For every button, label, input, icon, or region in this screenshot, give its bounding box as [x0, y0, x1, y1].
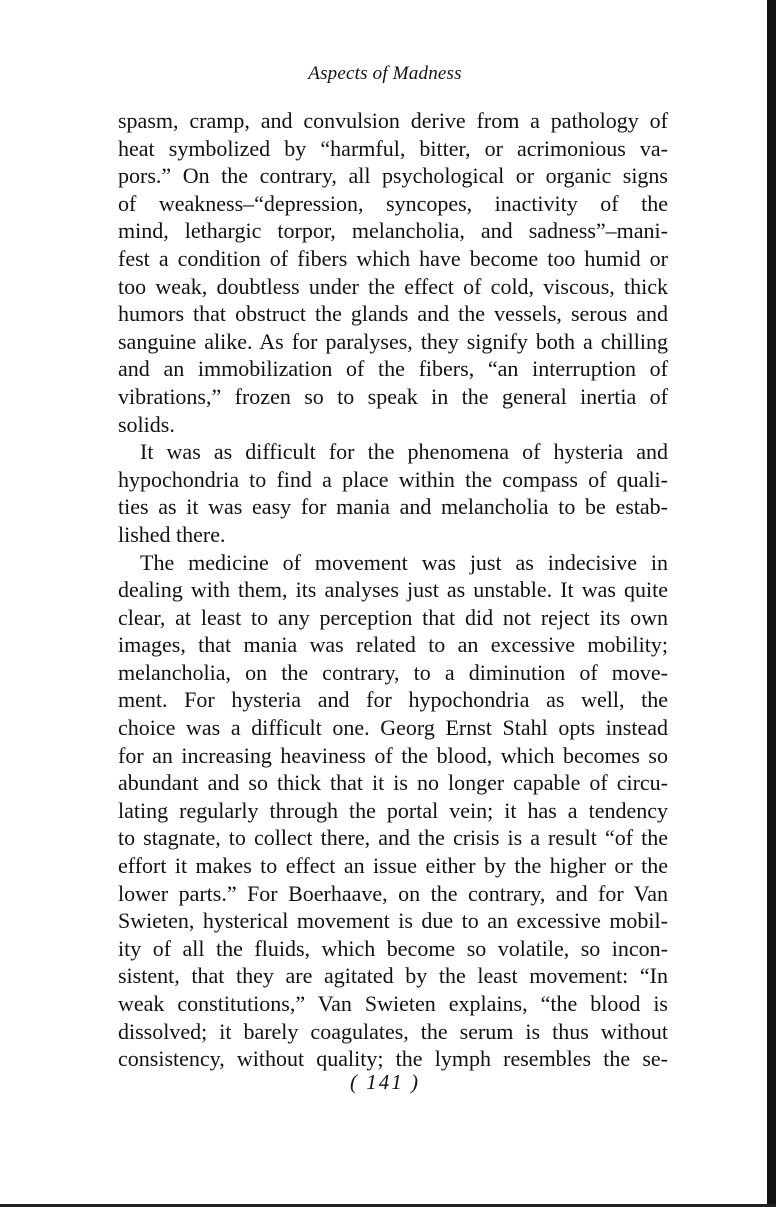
text-line: ment. For hysteria and for hypochondria as well, the — [118, 687, 668, 713]
text-line: choice was a difficult one. Georg Ernst Stahl opts instead — [118, 715, 668, 741]
text-line: consistency, without quality; the lymph resembles the se- — [118, 1046, 668, 1072]
body-text — [118, 107, 668, 1073]
text-line: to stagnate, to collect there, and the crisis is a result “of the — [118, 825, 668, 851]
text-line: lower parts.” For Boerhaave, on the contrary, and for Van — [118, 880, 668, 906]
text-line: and an immobilization of the fibers, “an interruption of — [118, 356, 668, 382]
text-line: for an increasing heaviness of the blood, which becomes so — [118, 742, 668, 768]
text-line: heat symbolized by “harmful, bitter, or acrimonious va- — [118, 135, 668, 161]
page-number: ( 141 ) — [350, 1070, 420, 1094]
text-line: too weak, doubtless under the effect of cold, viscous, thick — [118, 273, 668, 299]
text-line: lating regularly through the portal vein; it has a tendency — [118, 797, 668, 823]
text-line: humors that obstruct the glands and the vessels, serous and — [118, 301, 668, 327]
text-line: solids. — [118, 411, 175, 437]
text-line: dissolved; it barely coagulates, the serum is thus without — [118, 1018, 668, 1044]
text-line: ity of all the fluids, which become so volatile, so incon- — [118, 935, 668, 961]
text-line: melancholia, on the contrary, to a diminution of move- — [118, 659, 668, 685]
running-head: Aspects of Madness — [308, 63, 462, 84]
text-line: lished there. — [118, 521, 226, 547]
text-line: spasm, cramp, and convulsion derive from a pathology of — [118, 108, 668, 133]
text-line: images, that mania was related to an excessive mobility; — [118, 632, 668, 658]
text-line: ties as it was easy for mania and melancholia to be estab- — [118, 494, 668, 520]
text-line: pors.” On the contrary, all psychological or organic signs — [118, 163, 668, 189]
text-line: of weakness–“depression, syncopes, inactivity of the — [118, 190, 668, 216]
text-line: sistent, that they are agitated by the least movement: “In — [118, 963, 668, 989]
text-line: vibrations,” frozen so to speak in the general inertia of — [118, 383, 668, 409]
text-line: clear, at least to any perception that did not reject its own — [118, 604, 668, 630]
paragraph-first-line: It was as difficult for the phenomena of hysteria and — [140, 439, 668, 465]
paragraph-first-line: The medicine of movement was just as indecisive in — [140, 549, 668, 575]
text-line: Swieten, hysterical movement is due to an excessive mobil- — [118, 908, 668, 934]
text-line: sanguine alike. As for paralyses, they signify both a chilling — [118, 328, 668, 354]
text-line: fest a condition of fibers which have become too humid or — [118, 245, 668, 271]
text-line: effort it makes to effect an issue either by the higher or the — [118, 853, 668, 879]
text-line: hypochondria to find a place within the compass of quali- — [118, 466, 668, 492]
text-line: dealing with them, its analyses just as unstable. It was quite — [118, 577, 668, 603]
text-line: mind, lethargic torpor, melancholia, and sadness”–mani- — [118, 218, 668, 244]
text-line: weak constitutions,” Van Swieten explains, “the blood is — [118, 991, 668, 1016]
text-line: abundant and so thick that it is no longer capable of circu- — [118, 770, 668, 796]
page-edge-shadow — [767, 0, 776, 1207]
